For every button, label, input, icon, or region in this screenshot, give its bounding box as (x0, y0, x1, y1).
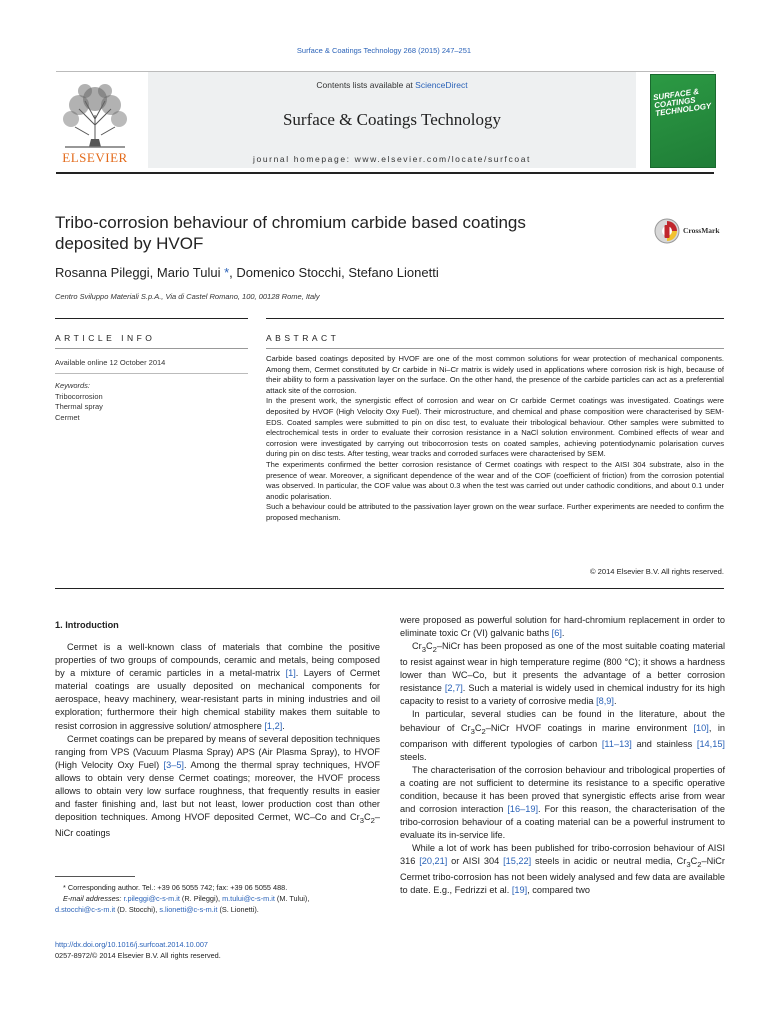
text-run: In particular, several studies can be found in the literature, about the behaviour of Cr (400, 709, 725, 733)
footnote-text: (M. Tului), (274, 894, 310, 903)
abstract-heading: ABSTRACT (266, 333, 340, 343)
citation-link[interactable]: [20,21] (419, 856, 448, 867)
citation-link[interactable]: [14,15] (696, 738, 725, 749)
abstract-paragraph: In the present work, the synergistic effect of corrosion and wear on Cr carbide Cermet coatings was investigated. Coatings were deposited by HVOF (High Velocity Oxy Fuel). Their microstructure, and chemical and phase composition were characterised by SEM-EDS. Coated samples were submitted to pin on disc test, to evaluate their tribological behaviour. Other samples were submitted to electrochemical tests in order to evaluate their corrosion resistance in a NaCl solution environment. Combined effects of wear and corrosion were investigated by carrying out tribocorrosion tests on coated samples, achieving potentiodynamic polarisation curves during pin on disc tests. After testing, wear tracks and corroded surfaces were characterised by SEM. (266, 396, 724, 459)
text-run: . (613, 696, 617, 707)
body-paragraph (400, 842, 725, 897)
footnote-text: (S. Lionetti). (217, 905, 259, 914)
text-run: C (363, 812, 371, 823)
corresponding-author-footnote (55, 882, 385, 915)
email-link[interactable]: m.tului@c-s-m.it (222, 894, 275, 903)
text-run: C (474, 722, 482, 733)
keywords-block (55, 381, 103, 423)
citation-link[interactable]: [11–13] (601, 738, 632, 749)
footnote-text: (D. Stocchi), (115, 905, 160, 914)
text-run: , compared two (527, 885, 590, 896)
text-run: . Such a material is widely used in chemical industry for its high capacity to resist to a variety of corrosive media (400, 683, 725, 707)
body-paragraph (55, 641, 380, 733)
abstract-copyright: © 2014 Elsevier B.V. All rights reserved. (589, 567, 724, 576)
text-run: C (690, 856, 698, 867)
elsevier-wordmark: ELSEVIER (62, 150, 128, 165)
subscript: 3 (686, 860, 691, 870)
abstract-paragraph: Such a behaviour could be attributed to the passivation layer grown on the wear surface. Further experiments are needed to confirm the proposed mechanism. (266, 502, 724, 522)
citation-link[interactable]: [10] (693, 722, 709, 733)
footnote-text: (R. Pileggi), (179, 894, 223, 903)
text-run: While a lot of work has been published for tribo-corrosion behaviour of AISI 316 (400, 843, 725, 867)
footnote-rule (55, 876, 135, 877)
affiliation: Centro Sviluppo Materiali S.p.A., Via di Castel Romano, 100, 00128 Rome, Italy (55, 292, 320, 301)
author-list (55, 265, 439, 280)
subscript: 2 (481, 726, 486, 736)
header-rule-bottom (56, 172, 714, 174)
text-run: . Among the thermal spray techniques, HVOF allows to obtain very dense Cermet coatings; moreover, the HVOF process allows to obtain very low surface roughness, that frequently results in easier and faster finishing and, last but not least, lower production cost than other deposition techniques. Among HVOF deposited Cermet, WC–Co and Cr (55, 759, 381, 823)
subscript: 3 (359, 816, 364, 826)
citation-link[interactable]: [8,9] (596, 696, 614, 707)
body-column-right (400, 614, 725, 897)
authors-part-1: Rosanna Pileggi, Mario Tului (55, 265, 225, 280)
text-run: , in comparison with different typologies of carbon (400, 722, 725, 749)
text-run: –NiCr HVOF coatings in marine environment (485, 722, 694, 733)
text-run: were proposed as powerful solution for hard-chromium replacement in order to eliminate toxic Cr (VI) galvanic baths (400, 615, 725, 639)
text-run: . (282, 720, 285, 731)
abstract-paragraph: The experiments confirmed the better corrosion resistance of Cermet coatings with respect to the AISI 304 substrate, also in the presence of wear. Moreover, a significant dependence of the wear and of the COF (coefficient of friction) from the corrosion potential was observed. In particular, the COF value was about 0.3 when the test was carried out under cathodic conditions, and about 0.1 under anodic polarisation. (266, 459, 724, 501)
subscript: 2 (432, 645, 437, 655)
body-paragraph (400, 764, 725, 843)
email-label: E-mail addresses: (63, 894, 124, 903)
body-paragraph (400, 614, 725, 640)
article-info-heading: ARTICLE INFO (55, 333, 156, 343)
text-run: or AISI 304 (447, 856, 504, 867)
text-run: The characterisation of the corrosion behaviour and tribological properties of a coating are not sufficient to determine its resistance to a specific operative condition, because it has been proved that synergistic effects arise from wear and corrosion interaction (400, 764, 725, 814)
keyword-item: Tribocorrosion (55, 391, 103, 401)
article-title (55, 212, 615, 254)
contents-line (148, 80, 636, 90)
crossmark-icon[interactable] (654, 218, 680, 244)
journal-homepage[interactable]: journal homepage: www.elsevier.com/locate/surfcoat (253, 154, 531, 164)
keyword-item: Cermet (55, 412, 80, 422)
subscript: 3 (421, 645, 426, 655)
text-run: . For this reason, the characterisation of the tribo-corrosion behaviour of a coating material can be a powerful instrument to evaluate its in-service life. (400, 803, 725, 841)
available-online-date: Available online 12 October 2014 (55, 358, 166, 367)
article-title-line-2: deposited by HVOF (55, 234, 204, 253)
citation-link[interactable]: [19] (511, 885, 528, 896)
email-link[interactable]: r.pileggi@c-s-m.it (123, 894, 180, 903)
subscript: 2 (697, 860, 702, 870)
footnote-line (55, 904, 385, 915)
cover-title: SURFACE & COATINGS TECHNOLOGY (652, 86, 712, 119)
text-run: Cr (412, 641, 422, 652)
subscript: 2 (370, 816, 375, 826)
text-run: steels. (400, 751, 427, 762)
authors-part-2: , Domenico Stocchi, Stefano Lionetti (229, 265, 439, 280)
abstract-rule (266, 318, 724, 319)
text-run: . (561, 628, 565, 639)
section-heading-introduction: 1. Introduction (55, 620, 119, 630)
text-run: Cermet is a well-known class of materials that combine the positive properties of two groups of compounds, ceramic and metals, being composed by a mixture of ceramic particles in a metal-matrix (55, 642, 380, 679)
text-run: –NiCr coatings (55, 812, 380, 839)
citation-link[interactable]: [3–5] (163, 759, 184, 770)
footnote-line (55, 882, 385, 893)
citation-link[interactable]: [6] (551, 628, 562, 639)
body-paragraph (55, 733, 380, 841)
body-column-left (55, 641, 380, 840)
keyword-item: Thermal spray (55, 402, 103, 411)
keywords-title: Keywords: (55, 381, 91, 390)
citation-link[interactable]: [15,22] (503, 856, 532, 867)
text-run: Cermet coatings can be prepared by means of several deposition techniques ranging from VPS (Vacuum Plasma Spray) APS (Air Plasma Spray), to HVOF (High Velocity Oxy Fuel) (55, 733, 380, 770)
abstract-text (266, 354, 724, 524)
citation-link[interactable]: [1] (285, 668, 296, 679)
text-run: and stainless (631, 738, 697, 749)
citation-link[interactable]: [16–19] (507, 803, 539, 814)
corresponding-author-star[interactable]: * (224, 265, 230, 280)
footnote-star: * (63, 883, 66, 892)
issn-copyright: 0257-8972/© 2014 Elsevier B.V. All rights reserved. (55, 951, 221, 960)
article-info-subrule (55, 348, 248, 349)
abstract-paragraph: Carbide based coatings deposited by HVOF are one of the most common solutions for wear protection of mechanical components. Among them, Cermet constituted by Cr carbide in Ni–Cr matrix is widely used in applications where corrosion risk is high, because of their ability to form a passivation layer on the surface. On the other hand, the presence of the carbide particles can act as a preferential attack site of the corrosion. (266, 354, 724, 395)
article-info-rule (55, 318, 248, 319)
body-paragraph (400, 708, 725, 763)
email-link[interactable]: s.lionetti@c-s-m.it (159, 905, 218, 914)
article-title-line-1: Tribo-corrosion behaviour of chromium carbide based coatings (55, 213, 526, 232)
citation-link[interactable]: [1,2] (264, 720, 283, 731)
footnote-line (55, 893, 385, 904)
text-run: –NiCr has been proposed as one of the most suitable coating material to resist against wear in high temperature regime (800 °C); it shows a hardness lower than WC–Co, but it presents the advantage of a better corrosion resistance (400, 641, 725, 694)
keywords-rule (55, 373, 248, 374)
abstract-subrule (266, 348, 724, 349)
email-link[interactable]: d.stocchi@c-s-m.it (55, 905, 116, 914)
sciencedirect-link[interactable]: ScienceDirect (415, 80, 468, 90)
body-paragraph (400, 640, 725, 708)
footnote-text: Corresponding author. Tel.: +39 06 5055 742; fax: +39 06 5055 488. (65, 883, 288, 892)
crossmark-label[interactable]: CrossMark (683, 226, 720, 235)
text-run: –NiCr Cermet tribo-corrosion has not been widely analysed and few data are available to date. E.g., Fedrizzi et al. (400, 856, 725, 896)
abstract-bottom-rule (55, 588, 724, 589)
citation-link[interactable]: [2,7] (444, 683, 463, 694)
text-run: steels in acidic or neutral media, Cr (531, 856, 687, 867)
text-run: C (425, 641, 433, 652)
journal-reference[interactable]: Surface & Coatings Technology 268 (2015) 247–251 (296, 46, 472, 55)
doi-link[interactable]: http://dx.doi.org/10.1016/j.surfcoat.2014.10.007 (55, 940, 208, 949)
journal-title: Surface & Coatings Technology (282, 110, 502, 129)
subscript: 3 (470, 726, 475, 736)
contents-prefix: Contents lists available at (316, 80, 416, 90)
text-run: . Layers of Cermet material coatings are usually deposited on mechanical components for aerospace, heavy machinery, wear-resistant parts in mining industries and oil exploration; furthermore their high chemical stability makes them suitable to resist corrosion in aggressive solution/ atmosphere (55, 668, 380, 731)
